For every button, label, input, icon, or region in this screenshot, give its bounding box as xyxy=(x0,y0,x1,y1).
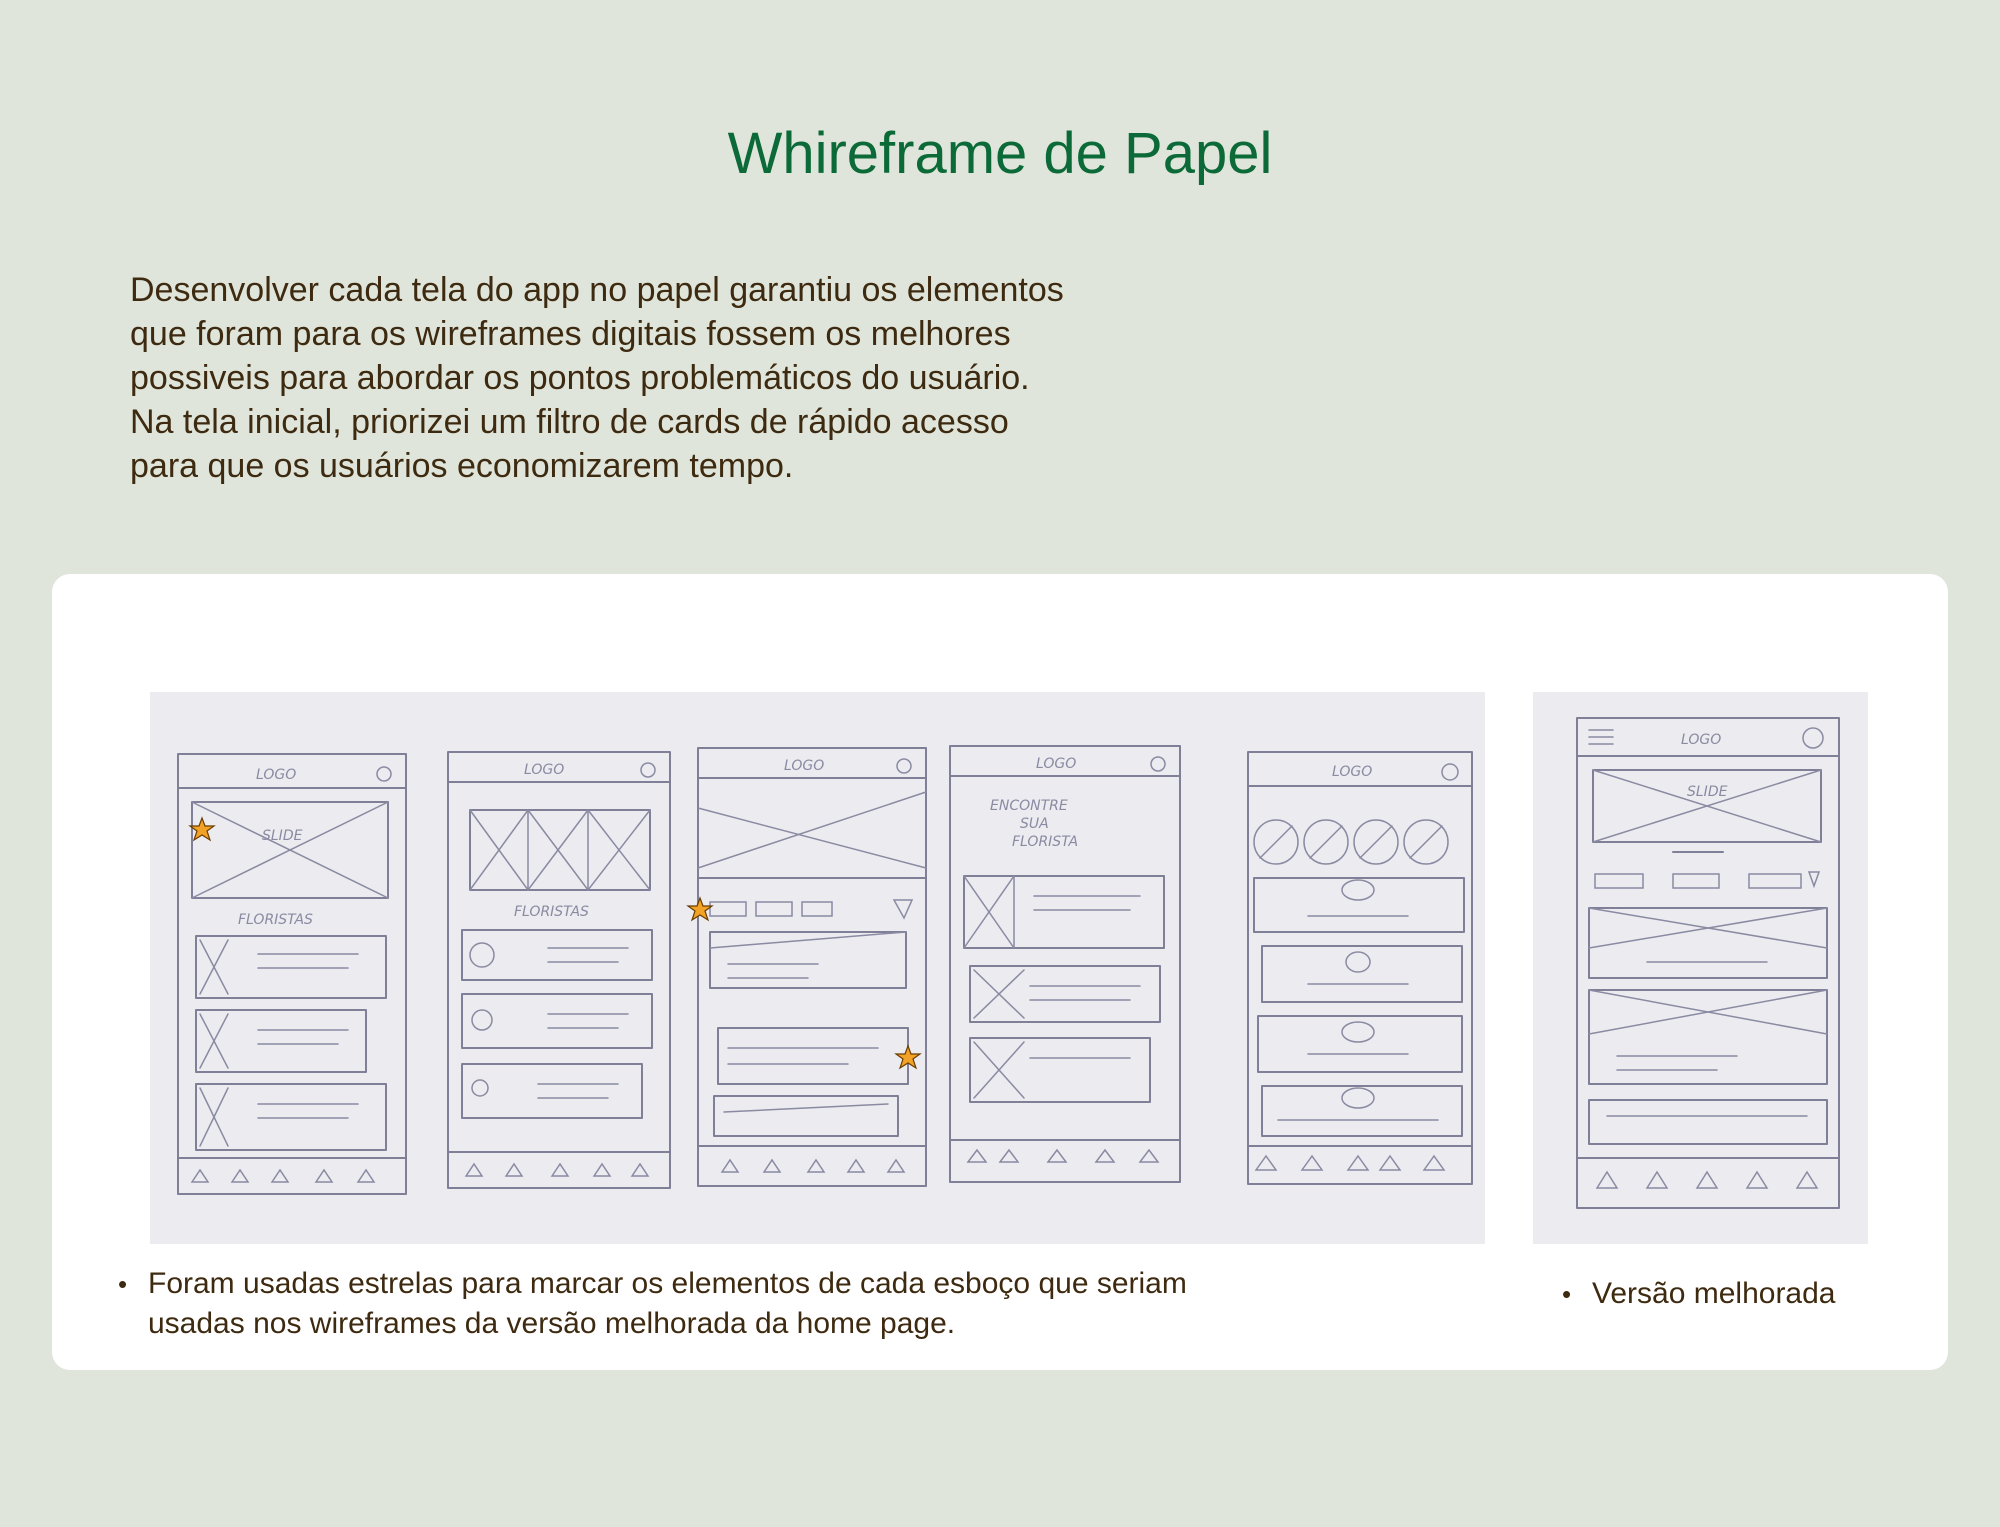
intro-line: para que os usuários economizarem tempo. xyxy=(130,447,794,485)
star-icon xyxy=(688,898,712,920)
intro-line: que foram para os wireframes digitais fossem os melhores xyxy=(130,315,1011,353)
bullet: • xyxy=(118,1269,128,1299)
intro-line: Desenvolver cada tela do app no papel garantiu os elementos xyxy=(130,271,1064,309)
stars-note xyxy=(118,1264,1218,1344)
sketch-3 xyxy=(688,748,926,1186)
improved-sketch-photo xyxy=(1533,692,1868,1244)
sketch-5 xyxy=(1248,752,1472,1184)
floristas-label: FLORISTAS xyxy=(514,904,589,920)
floristas-label: FLORISTAS xyxy=(238,912,313,928)
improved-version-text: Versão melhorada xyxy=(1592,1277,1836,1310)
star-icon xyxy=(190,818,214,840)
improved-sketch-drawing xyxy=(1533,692,1868,1244)
slide-label: SLIDE xyxy=(1687,784,1728,800)
sketch-improved xyxy=(1577,718,1839,1208)
bullet: • xyxy=(1562,1279,1572,1309)
intro-paragraph xyxy=(130,268,1150,488)
encontre-label: ENCONTRE xyxy=(990,798,1068,814)
intro-line: possiveis para abordar os pontos problemáticos do usuário. xyxy=(130,359,1030,397)
page-title: Whireframe de Papel xyxy=(727,121,1273,186)
logo-label: LOGO xyxy=(256,767,297,783)
sketch-4 xyxy=(950,746,1180,1182)
logo-label: LOGO xyxy=(784,758,825,774)
slide-label: SLIDE xyxy=(262,828,303,844)
stars-note-text: Foram usadas estrelas para marcar os elementos de cada esboço que seriam usadas nos wireframes da versão melhorada da home page. xyxy=(148,1267,1187,1340)
sketch-2 xyxy=(448,752,670,1188)
logo-label: LOGO xyxy=(524,762,565,778)
encontre-label: SUA xyxy=(1020,816,1049,832)
intro-line: Na tela inicial, priorizei um filtro de cards de rápido acesso xyxy=(130,403,1009,441)
paper-sketches-photo xyxy=(150,692,1485,1244)
sketch-card xyxy=(52,574,1948,1370)
logo-label: LOGO xyxy=(1681,732,1722,748)
encontre-label: FLORISTA xyxy=(1012,834,1079,850)
paper-sketches-drawing xyxy=(150,692,1485,1244)
sketch-1 xyxy=(178,754,406,1194)
logo-label: LOGO xyxy=(1036,756,1077,772)
logo-label: LOGO xyxy=(1332,764,1373,780)
improved-version-note xyxy=(1562,1274,1922,1314)
